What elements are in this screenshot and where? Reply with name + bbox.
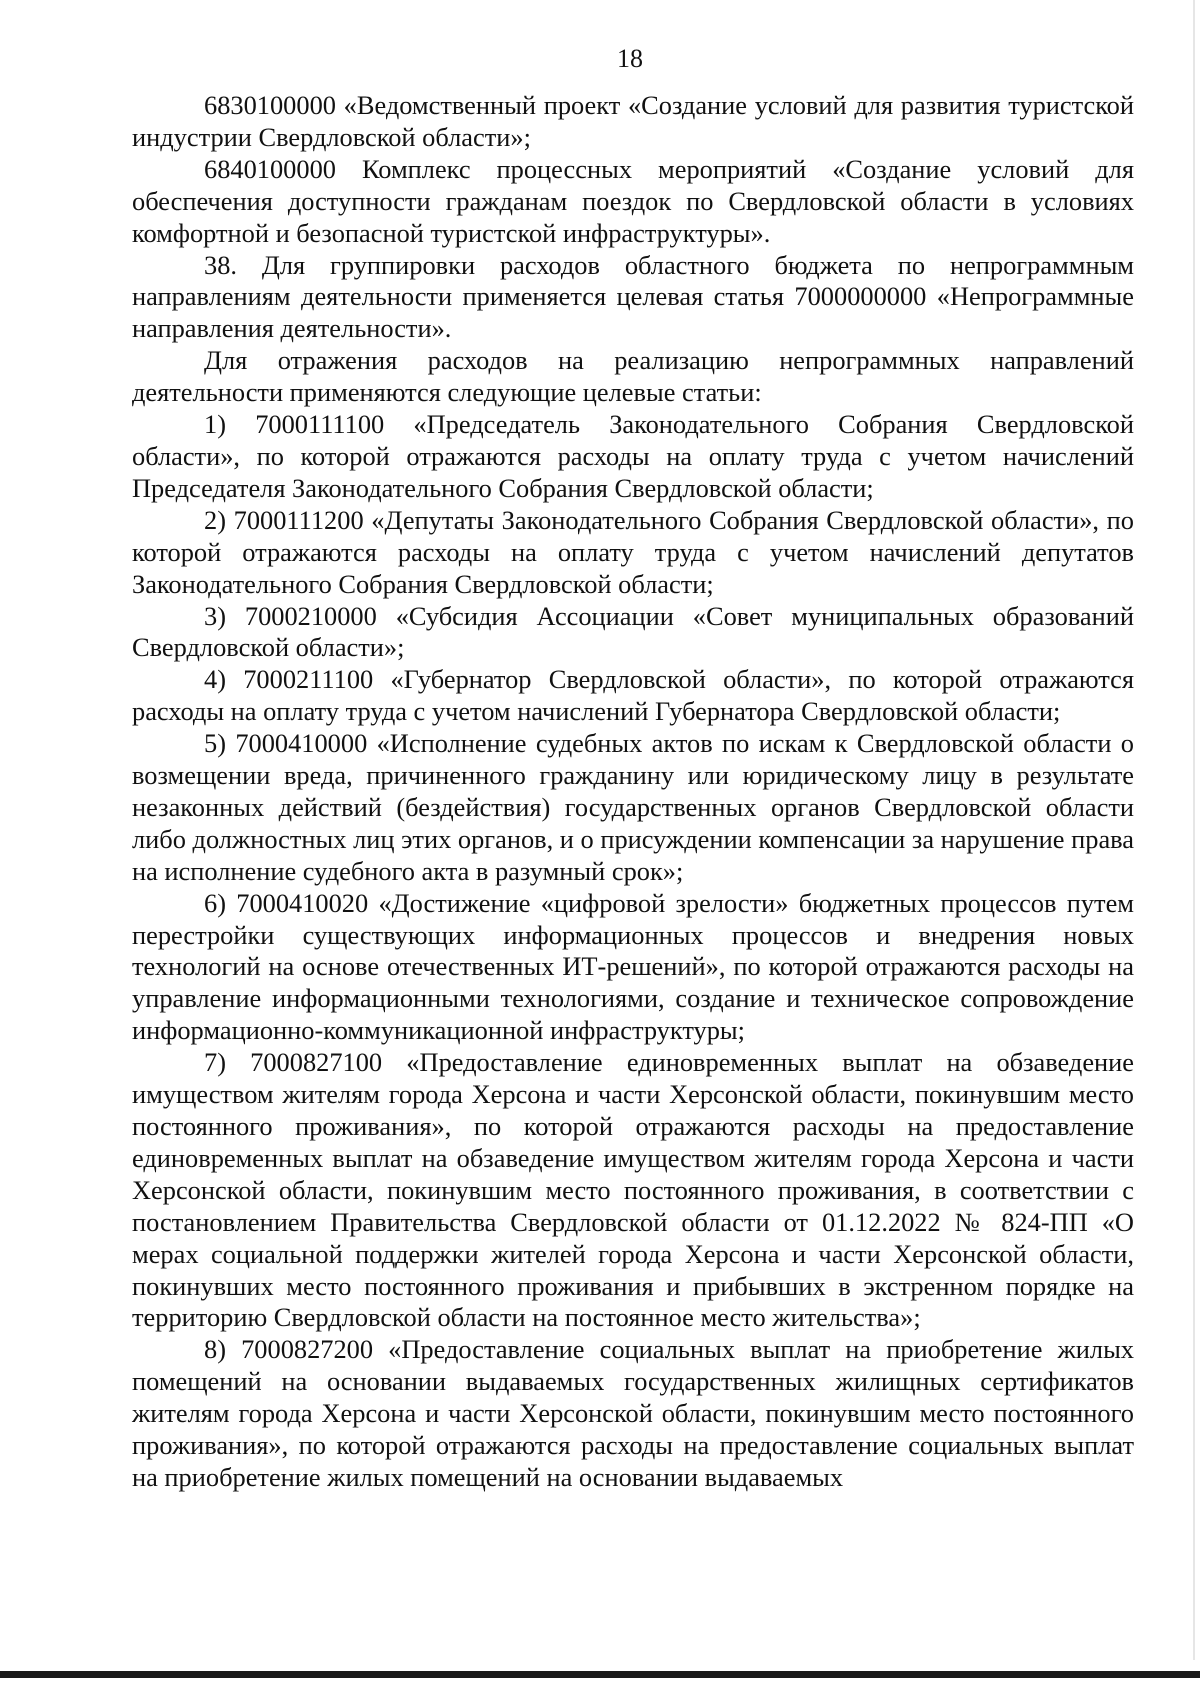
paragraph-6830100000: 6830100000 «Ведомственный проект «Создание условий для развития туристской индустрии Свердловской области»; (132, 90, 1134, 152)
page-number: 18 (617, 44, 643, 73)
document-body (132, 90, 1134, 1494)
paragraph-intro-list: Для отражения расходов на реализацию непрограммных направлений деятельности применяются следующие целевые статьи: (132, 345, 1134, 408)
scan-edge (1193, 0, 1195, 1660)
list-item-6: 6) 7000410020 «Достижение «цифровой зрелости» бюджетных процессов путем перестройки существующих информационных процессов и внедрения новых технологий на основе отечественных ИТ-решений», по которой отражаются расходы на управление информационными технологиями, создание и техническое сопровождение информационно-коммуникационной инфраструктуры; (132, 887, 1134, 1046)
list-item-7: 7) 7000827100 «Предоставление единовременных выплат на обзаведение имуществом жителям города Херсона и части Херсонской области, покинувшим место постоянного проживания», по которой отражаются расходы на предоставление единовременных выплат на обзаведение имуществом жителям города Херсона и части Херсонской области, покинувшим место постоянного проживания, в соответствии с постановлением Правительства Свердловской области от 01.12.2022 № 824-ПП «О мерах социальной поддержки жителей города Херсона и части Херсонской области, покинувших место постоянного проживания и прибывших в экстренном порядке на территорию Свердловской области на постоянное место жительства»; (132, 1047, 1134, 1333)
paragraph-6840100000: 6840100000 Комплекс процессных мероприятий «Создание условий для обеспечения доступности гражданам поездок по Свердловской области в условиях комфортной и безопасной туристской инфраструктуры». (132, 153, 1134, 248)
list-item-8: 8) 7000827200 «Предоставление социальных выплат на приобретение жилых помещений на основании выдаваемых государственных жилищных сертификатов жителям города Херсона и части Херсонской области, покинувшим место постоянного проживания», по которой отражаются расходы на предоставление социальных выплат на приобретение жилых помещений на основании выдаваемых (132, 1334, 1134, 1492)
list-item-4: 4) 7000211100 «Губернатор Свердловской области», по которой отражаются расходы на оплату труда с учетом начислений Губернатора Свердловской области; (132, 664, 1134, 727)
paragraph-38: 38. Для группировки расходов областного бюджета по непрограммным направлениям деятельности применяется целевая статья 7000000000 «Непрограммные направления деятельности». (132, 249, 1134, 344)
list-item-2: 2) 7000111200 «Депутаты Законодательного Собрания Свердловской области», по которой отражаются расходы на оплату труда с учетом начислений депутатов Законодательного Собрания Свердловской области; (132, 504, 1134, 599)
list-item-1: 1) 7000111100 «Председатель Законодательного Собрания Свердловской области», по которой отражаются расходы на оплату труда с учетом начислений Председателя Законодательного Собрания Свердловской области; (132, 409, 1134, 503)
scan-bottom-border (0, 1671, 1200, 1678)
list-item-3: 3) 7000210000 «Субсидия Ассоциации «Совет муниципальных образований Свердловской области»; (132, 600, 1134, 663)
list-item-5: 5) 7000410000 «Исполнение судебных актов по искам к Свердловской области о возмещении вреда, причиненного гражданину или юридическому лицу в результате незаконных действий (бездействия) государственных органов Свердловской области либо должностных лиц этих органов, и о присуждении компенсации за нарушение права на исполнение судебного акта в разумный срок»; (132, 728, 1134, 886)
